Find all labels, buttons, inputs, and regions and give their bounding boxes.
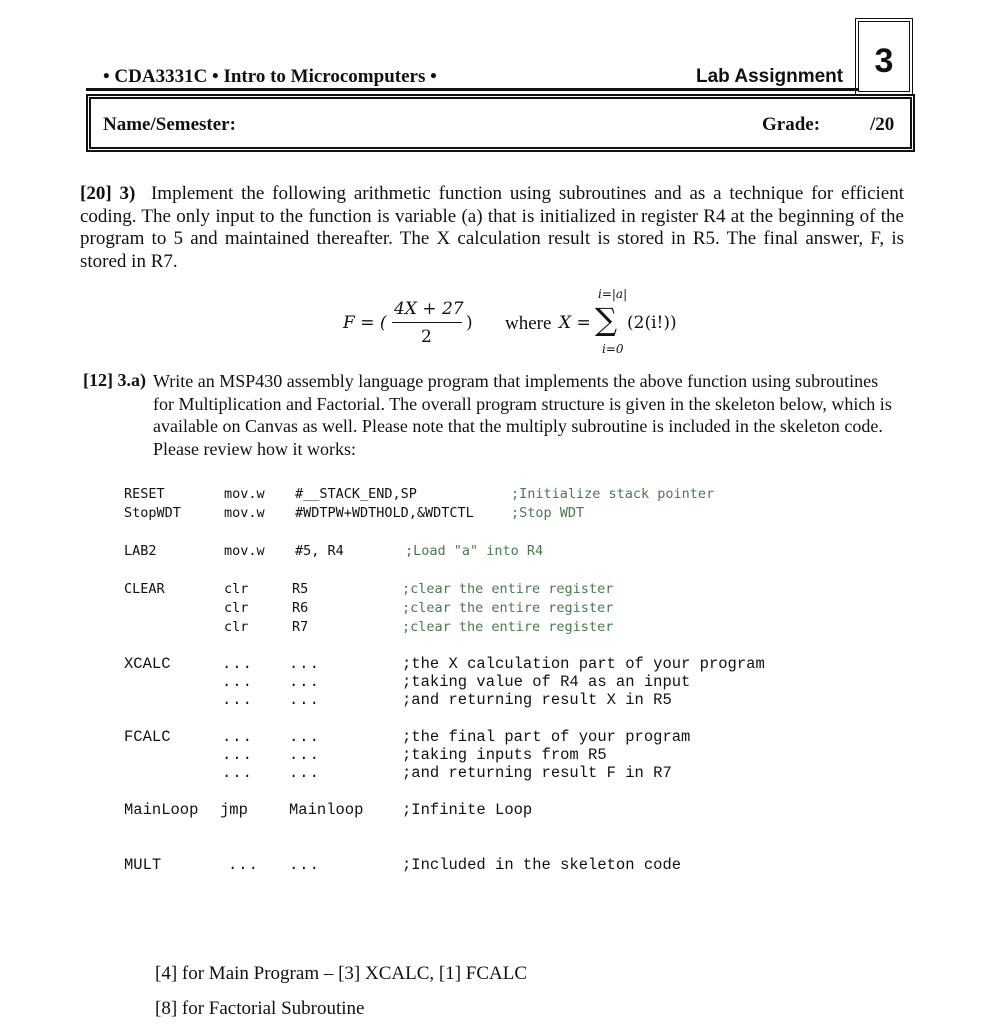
code-placeholder: ... <box>289 673 320 691</box>
code-comment: ;Initialize stack pointer <box>511 486 715 502</box>
course-title: • CDA3331C • Intro to Microcomputers • <box>103 66 437 87</box>
code-comment: ;the final part of your program <box>402 728 691 746</box>
code-label: LAB2 <box>124 543 157 559</box>
code-comment: ;clear the entire register <box>402 581 614 597</box>
code-comment: ;clear the entire register <box>402 619 614 635</box>
code-label: MainLoop <box>124 801 199 819</box>
name-semester-label: Name/Semester: <box>103 114 236 135</box>
code-comment: ;Load "a" into R4 <box>405 543 544 559</box>
grade-label: Grade: <box>762 114 821 135</box>
code-instruction: clr <box>224 619 249 635</box>
code-placeholder: ... <box>222 673 253 691</box>
question-text: Implement the following arithmetic function using subroutines and as a technique for efficient coding. The only input to the function is variable (a) that is initialized in register R4 at the beginning of the program to 5 and maintained thereafter. The X calculation result is stored in R5. The final answer, F, is stored in R7. <box>80 183 905 272</box>
code-comment: ;Included in the skeleton code <box>402 856 682 874</box>
fraction-bar <box>392 322 462 323</box>
formula-where: where <box>505 313 552 334</box>
sum-lower-limit: i=0 <box>602 342 624 356</box>
formula-x-equals: X = <box>559 313 591 333</box>
code-placeholder: ... <box>222 655 253 673</box>
code-label: XCALC <box>124 655 171 673</box>
subquestion-text: Write an MSP430 assembly language program that implements the above function using subroutines for Multiplication and Factorial. The overall program structure is given in the skeleton below, which is available on Canvas as well. Please note that the multiply subroutine is included in the skeleton code. Please review how it works: <box>153 371 892 459</box>
code-placeholder: ... <box>289 856 320 874</box>
code-placeholder: ... <box>289 655 320 673</box>
code-comment: ;clear the entire register <box>402 600 614 616</box>
formula-lhs: F = ( <box>343 313 387 333</box>
code-placeholder: ... <box>289 746 320 764</box>
sum-upper-limit: i=|a| <box>598 287 628 301</box>
code-placeholder: ... <box>222 691 253 709</box>
subquestion-label: [12] 3.a) <box>83 370 146 390</box>
code-comment: ;Stop WDT <box>511 505 585 521</box>
code-label: FCALC <box>124 728 171 746</box>
formula-denominator: 2 <box>421 327 432 347</box>
code-comment: ;taking value of R4 as an input <box>402 673 691 691</box>
code-placeholder: ... <box>222 764 253 782</box>
code-label: CLEAR <box>124 581 165 597</box>
code-placeholder: ... <box>289 728 320 746</box>
code-instruction: mov.w <box>224 543 265 559</box>
assignment-label: Lab Assignment <box>696 66 844 87</box>
code-label: MULT <box>124 856 162 874</box>
question-label: [20] 3) <box>80 183 136 204</box>
header-divider <box>86 88 859 91</box>
code-placeholder: ... <box>228 856 259 874</box>
code-placeholder: ... <box>289 691 320 709</box>
code-placeholder: ... <box>222 746 253 764</box>
formula-close-paren: ) <box>466 313 473 333</box>
code-operand: #5, R4 <box>295 543 344 559</box>
code-instruction: clr <box>224 600 249 616</box>
sigma-symbol: ∑ <box>595 302 618 338</box>
grade-max: /20 <box>870 114 895 135</box>
code-comment: ;and returning result F in R7 <box>402 764 672 782</box>
code-label: StopWDT <box>124 505 181 521</box>
code-operand: R7 <box>292 619 309 635</box>
code-instruction: clr <box>224 581 249 597</box>
assignment-number: 3 <box>874 42 894 80</box>
code-operand: R6 <box>292 600 309 616</box>
question-paragraph <box>80 183 904 273</box>
code-instruction: mov.w <box>224 486 265 502</box>
code-operand: R5 <box>292 581 309 597</box>
code-comment: ;and returning result X in R5 <box>402 691 672 709</box>
sum-body: (2(i!)) <box>627 313 677 333</box>
code-operand: #__STACK_END,SP <box>295 486 417 502</box>
code-placeholder: ... <box>289 764 320 782</box>
formula-numerator: 4X + 27 <box>394 299 464 319</box>
assignment-number-box <box>855 18 913 95</box>
code-operand: #WDTPW+WDTHOLD,&WDTCTL <box>295 505 474 521</box>
code-instruction: mov.w <box>224 505 265 521</box>
code-comment: ;taking inputs from R5 <box>402 746 607 764</box>
grading-line: [4] for Main Program – [3] XCALC, [1] FCALC <box>155 963 528 984</box>
code-label: RESET <box>124 486 165 502</box>
code-comment: ;Infinite Loop <box>402 801 533 819</box>
code-comment: ;the X calculation part of your program <box>402 655 765 673</box>
grading-line: [8] for Factorial Subroutine <box>155 998 365 1019</box>
code-operand: Mainloop <box>289 801 364 819</box>
code-instruction: jmp <box>220 801 248 819</box>
code-placeholder: ... <box>222 728 253 746</box>
